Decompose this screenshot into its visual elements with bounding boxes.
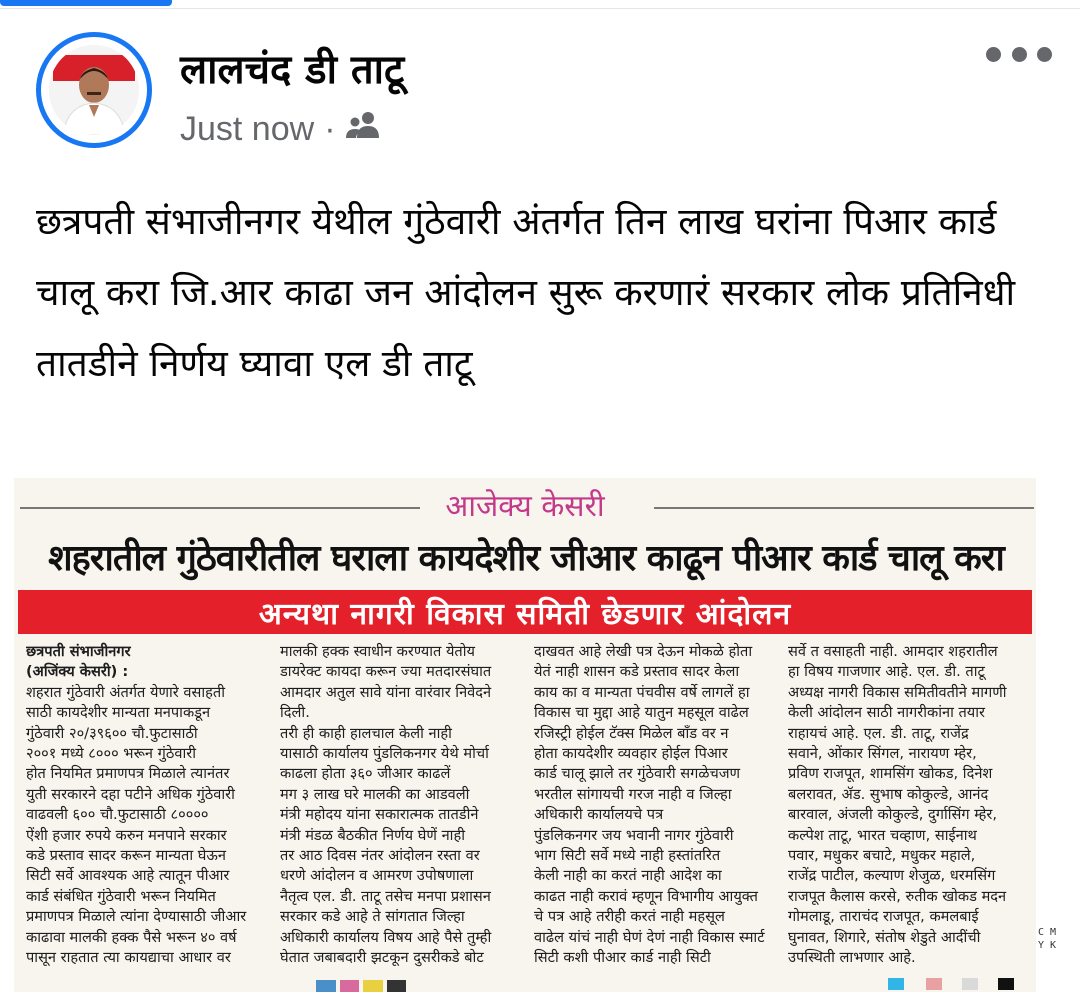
color-swatch bbox=[888, 978, 904, 990]
article-line: काढला होता ३६० जीआर काढलें bbox=[280, 765, 451, 783]
color-swatch bbox=[926, 978, 942, 990]
article-line: २००१ मध्ये ८००० भरून गुंठेवारी bbox=[26, 745, 196, 763]
article-line: हा विषय गाजणार आहे. एल. डी. ताटू bbox=[788, 663, 985, 681]
article-line: मालकी हक्क स्वाधीन करण्यात येतोय bbox=[280, 643, 475, 660]
article-line: सिटी सर्वे आवश्यक आहे त्यातून पीआर bbox=[26, 867, 230, 885]
timestamp[interactable]: Just now bbox=[180, 110, 315, 148]
article-line: बलरावत, ॲड. सुभाष कोकुल्डे, आनंद bbox=[788, 785, 989, 803]
article-line: सवाने, ओंकार सिंगल, नारायण म्हेर, bbox=[788, 745, 977, 763]
newspaper-masthead: आजेक्य केसरी bbox=[445, 489, 605, 524]
article-line: (अजिंक्य केसरी) : bbox=[26, 663, 129, 681]
article-line: सर्वे त वसाहती नाही. आमदार शहरातील bbox=[788, 643, 998, 660]
article-line: कडे प्रस्ताव सादर करून मान्यता घेऊन bbox=[26, 847, 226, 865]
clipping-margin bbox=[1036, 478, 1080, 992]
article-line: राजपूत कैलास करसे, रुतीक खोकड मदन bbox=[788, 887, 1007, 905]
article-line: विकास चा मुद्दा आहे यातुन महसूल वाढेल bbox=[534, 704, 749, 722]
color-swatch bbox=[962, 978, 978, 990]
article-line: काढावा मालकी हक्क पैसे भरून ४० वर्ष bbox=[26, 928, 237, 946]
color-swatch bbox=[340, 980, 360, 992]
article-line: छत्रपती संभाजीनगर bbox=[26, 643, 131, 660]
article-line: काय का व मान्यता पंचवीस वर्षे लागलें हा bbox=[534, 683, 750, 701]
article-line: अध्यक्ष नागरी विकास समितीवतीने मागणी bbox=[788, 683, 1007, 701]
article-line: पुंडलिकनगर जय भवानी नागर गुंठेवारी bbox=[534, 826, 734, 844]
article-line: उपस्थिती लाभणार आहे. bbox=[788, 949, 916, 967]
article-line: नैतृत्व एल. डी. ताटू तसेच मनपा प्रशासन bbox=[280, 887, 491, 905]
article-line: मंत्री महोदय यांना सकारात्मक तातडीने bbox=[280, 806, 479, 824]
article-line: अधिकारी कार्यालय विषय आहे पैसे तुम्ही bbox=[280, 928, 492, 946]
article-line: पवार, मधुकर बचाटे, मधुकर महाले, bbox=[788, 847, 976, 865]
color-swatch bbox=[387, 980, 407, 992]
article-line: राहायचं आहे. एल. डी. ताटू, राजेंद्र bbox=[788, 724, 969, 742]
article-line: केली नाही का करतं नाही आदेश का bbox=[534, 867, 722, 885]
article-line: कार्ड चालू झाले तर गुंठेवारी सगळेचजण bbox=[534, 765, 741, 783]
article-line: सरकार कडे आहे ते सांगतात जिल्हा bbox=[280, 908, 465, 926]
article-line: येतं नाही शासन कडे प्रस्ताव सादर केला bbox=[534, 663, 740, 681]
author-name[interactable]: लालचंद डी ताटू bbox=[180, 47, 405, 93]
article-line: सिटी कशी पीआर कार्ड नाही सिटी bbox=[534, 949, 711, 967]
article-line: घेतात जबाबदारी झटकून दुसरीकडे बोट bbox=[280, 949, 484, 967]
article-line: आमदार अतुल सावे यांना वारंवार निवेदने bbox=[280, 683, 492, 701]
more-dot bbox=[1037, 47, 1052, 62]
newspaper-clipping[interactable] bbox=[14, 478, 1036, 992]
color-swatch bbox=[316, 980, 336, 992]
article-line: राजेंद्र पाटील, कल्याण शेजुळ, धरमसिंग bbox=[788, 867, 996, 885]
article-line: कार्ड संबंधित गुंठेवारी भरून नियमित bbox=[26, 887, 216, 905]
article-column-4 bbox=[788, 642, 1026, 969]
clipping-headline: शहरातील गुंठेवारीतील घराला कायदेशीर जीआर काढून पीआर कार्ड चालू करा bbox=[48, 538, 1004, 579]
article-line: गुंठेवारी २०/३९६०० चौ.फुटासाठी bbox=[26, 724, 198, 742]
article-line: मंत्री मंडळ बैठकीत निर्णय घेणें नाही bbox=[280, 826, 465, 844]
article-line: घुनावत, शिगारे, संतोष शेडुते आदींची bbox=[788, 928, 981, 946]
article-column-2 bbox=[280, 642, 518, 969]
article-line: पासून राहतात त्या कायद्याचा आधार वर bbox=[26, 949, 231, 967]
article-line: भरतील सांगायची गरज नाही व जिल्हा bbox=[534, 785, 732, 803]
article-line: अधिकारी कार्यालयचे पत्र bbox=[534, 806, 664, 824]
article-columns bbox=[26, 642, 1026, 967]
article-line: दिली. bbox=[280, 704, 310, 722]
article-line: भाग सिटी सर्वे मध्ये नाही हस्तांतरित bbox=[534, 847, 721, 865]
article-line: साठी कायदेशीर मान्यता मनपाकडून bbox=[26, 704, 211, 722]
article-line: चे पत्र आहे तरीही करतं नाही महसूल bbox=[534, 908, 725, 926]
article-line: वाढेल यांचं नाही घेणं देणं नाही विकास स्मार्ट bbox=[534, 928, 765, 946]
clipping-subheadline: अन्यथा नागरी विकास समिती छेडणार आंदोलन bbox=[258, 597, 792, 632]
article-line: गोमलाडू, ताराचंद राजपूत, कमलबाई bbox=[788, 908, 979, 926]
article-line: धरणे आंदोलन व आमरण उपोषणाला bbox=[280, 867, 474, 885]
article-line: तरी ही काही हालचाल केली नाही bbox=[280, 724, 452, 742]
profile-photo bbox=[49, 45, 139, 135]
more-options-icon[interactable] bbox=[986, 40, 1052, 68]
article-line: ऐंशी हजार रुपये करुन मनपाने सरकार bbox=[26, 826, 227, 844]
post-meta bbox=[180, 110, 382, 149]
article-line: दाखवत आहे लेखी पत्र देऊन मोकळे होता bbox=[534, 643, 753, 660]
color-swatch bbox=[998, 978, 1014, 990]
article-line: रजिस्ट्री होईल टॅक्स मिळेल बॉंड वर न bbox=[534, 724, 729, 742]
color-swatch bbox=[363, 980, 383, 992]
article-line: केली आंदोलन साठी नागरीकांना तयार bbox=[788, 704, 986, 722]
top-tab-indicator bbox=[0, 0, 172, 6]
more-dot bbox=[986, 47, 1001, 62]
meta-separator: · bbox=[324, 110, 336, 148]
article-line: युती सरकारने दहा पटीने अधिक गुंठेवारी bbox=[26, 785, 235, 803]
article-line: मग ३ लाख घरे मालकी का आडवली bbox=[280, 785, 470, 803]
article-column-1 bbox=[26, 642, 264, 969]
article-line: होत नियमित प्रमाणपत्र मिळाले त्यानंतर bbox=[26, 765, 230, 783]
article-line: बारवाल, अंजली कोकुल्डे, दुर्गासिंग म्हेर, bbox=[788, 806, 998, 824]
post-text: छत्रपती संभाजीनगर येथील गुंठेवारी अंतर्गत तिन लाख घरांना पिआर कार्ड चालू करा जि.आर काढा जन आंदोलन सुरू करणारं सरकार लोक प्रतिनिधी तातडीने निर्णय घ्यावा एल डी ताटू bbox=[36, 200, 1016, 385]
cmyk-line: C M bbox=[1038, 927, 1057, 938]
article-line: कल्पेश ताटू, भारत चव्हाण, साईनाथ bbox=[788, 826, 977, 844]
more-dot bbox=[1012, 47, 1027, 62]
article-line: तर आठ दिवस नंतर आंदोलन रस्ता वर bbox=[280, 847, 480, 865]
article-line: वाढवली ६०० चौ.फुटासाठी ८०००० bbox=[26, 806, 209, 824]
article-line: यासाठी कार्यालय पुंडलिकनगर येथे मोर्चा bbox=[280, 745, 489, 763]
article-line: डायरेक्ट कायदा करून ज्या मतदारसंघात bbox=[280, 663, 492, 681]
article-line: प्रविण राजपूत, शामसिंग खोकड, दिनेश bbox=[788, 765, 993, 783]
divider bbox=[0, 8, 1080, 9]
article-column-3 bbox=[534, 642, 772, 969]
cmyk-line: Y K bbox=[1038, 940, 1057, 951]
article-line: होता कायदेशीर व्यवहार होईल पिआर bbox=[534, 745, 728, 763]
avatar[interactable] bbox=[36, 32, 152, 148]
cmyk-registration-mark bbox=[1038, 926, 1070, 956]
person-photo-icon bbox=[49, 45, 139, 135]
article-line: काढत नाही करावं म्हणून विभागीय आयुक्त bbox=[534, 887, 758, 905]
article-line: प्रमाणपत्र मिळाले त्यांना देण्यासाठी जीआर bbox=[26, 908, 247, 926]
print-color-bar bbox=[316, 980, 406, 992]
article-line: शहरात गुंठेवारी अंतर्गत येणारे वसाहती bbox=[26, 683, 226, 701]
friends-icon[interactable] bbox=[344, 110, 382, 149]
